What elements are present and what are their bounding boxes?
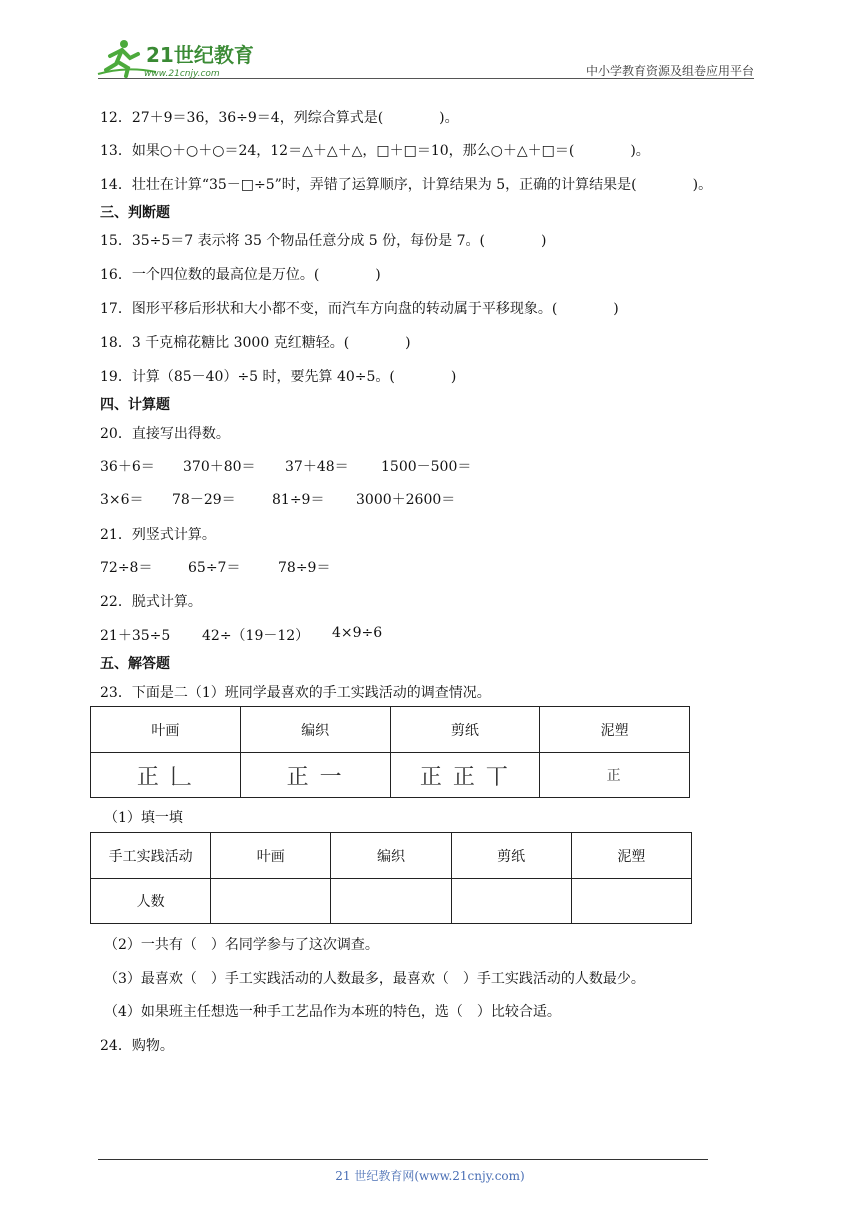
tally-cell: 正 正 丅 [390,753,540,798]
footer-divider [98,1159,708,1160]
question-19: 19．计算（85－40）÷5 时，要先算 40÷5。( ) [100,369,457,385]
fill-table [90,832,692,924]
tally-cell: 正 [540,753,690,798]
tally-cell: 正 一 [240,753,390,798]
footer-text[interactable]: 21 世纪教育网(www.21cnjy.com) [335,1169,525,1183]
question-16: 16．一个四位数的最高位是万位。( ) [100,267,381,283]
fill-row-label: 人数 [91,879,211,924]
part-1: （1）填一填 [104,810,183,826]
expr: 3×6＝ [100,492,144,508]
question-24: 24．购物。 [100,1038,174,1054]
section-3-title: 三、判断题 [100,205,170,221]
tally-cell: 正 𠃊 [91,753,241,798]
question-15: 15．35÷5＝7 表示将 35 个物品任意分成 5 份，每份是 7。( ) [100,233,547,249]
section-4-title: 四、计算题 [100,397,170,413]
fill-answer-cell[interactable] [451,879,571,924]
survey-header: 剪纸 [390,707,540,753]
logo-text: 21世纪教育 [146,43,254,67]
part-2: （2）一共有（ ）名同学参与了这次调查。 [104,937,379,953]
expr: 78÷9＝ [278,560,331,576]
question-23: 23．下面是二（1）班同学最喜欢的手工实践活动的调查情况。 [100,685,491,701]
expr: 1500－500＝ [381,459,472,475]
survey-header: 叶画 [91,707,241,753]
expr: 36＋6＝ [100,459,155,475]
question-18: 18．3 千克棉花糖比 3000 克红糖轻。( ) [100,335,411,351]
header-divider [98,78,754,79]
expr: 65÷7＝ [188,560,241,576]
fill-header: 编织 [331,833,451,879]
expr: 78－29＝ [172,492,236,508]
site-logo [96,36,266,80]
question-13: 13．如果○＋○＋○＝24，12＝△＋△＋△，□＋□＝10，那么○＋△＋□＝( )。 [100,143,650,159]
fill-header: 手工实践活动 [91,833,211,879]
question-12: 12．27＋9＝36，36÷9＝4，列综合算式是( )。 [100,110,459,126]
fill-answer-cell[interactable] [571,879,691,924]
question-14: 14．壮壮在计算“35－□÷5”时，弄错了运算顺序，计算结果为 5，正确的计算结果是( )。 [100,177,713,193]
expr: 21＋35÷5 [100,628,171,644]
logo-url: www.21cnjy.com [144,69,220,79]
expr: 4×9÷6 [332,625,383,641]
part-3: （3）最喜欢（ ）手工实践活动的人数最多，最喜欢（ ）手工实践活动的人数最少。 [104,971,645,987]
question-22: 22．脱式计算。 [100,594,202,610]
expr: 37＋48＝ [285,459,349,475]
fill-answer-cell[interactable] [331,879,451,924]
survey-table [90,706,690,798]
survey-header: 编织 [240,707,390,753]
fill-header: 泥塑 [571,833,691,879]
expr: 72÷8＝ [100,560,153,576]
expr: 81÷9＝ [272,492,325,508]
question-20: 20．直接写出得数。 [100,426,230,442]
section-5-title: 五、解答题 [100,656,170,672]
question-17: 17．图形平移后形状和大小都不变，而汽车方向盘的转动属于平移现象。( ) [100,301,619,317]
survey-header: 泥塑 [540,707,690,753]
expr: 42÷（19－12） [202,628,310,644]
fill-header: 叶画 [211,833,331,879]
expr: 3000＋2600＝ [356,492,456,508]
question-21: 21．列竖式计算。 [100,527,216,543]
platform-name: 中小学教育资源及组卷应用平台 [585,64,754,78]
fill-answer-cell[interactable] [211,879,331,924]
part-4: （4）如果班主任想选一种手工艺品作为本班的特色，选（ ）比较合适。 [104,1004,561,1020]
expr: 370＋80＝ [183,459,256,475]
fill-header: 剪纸 [451,833,571,879]
